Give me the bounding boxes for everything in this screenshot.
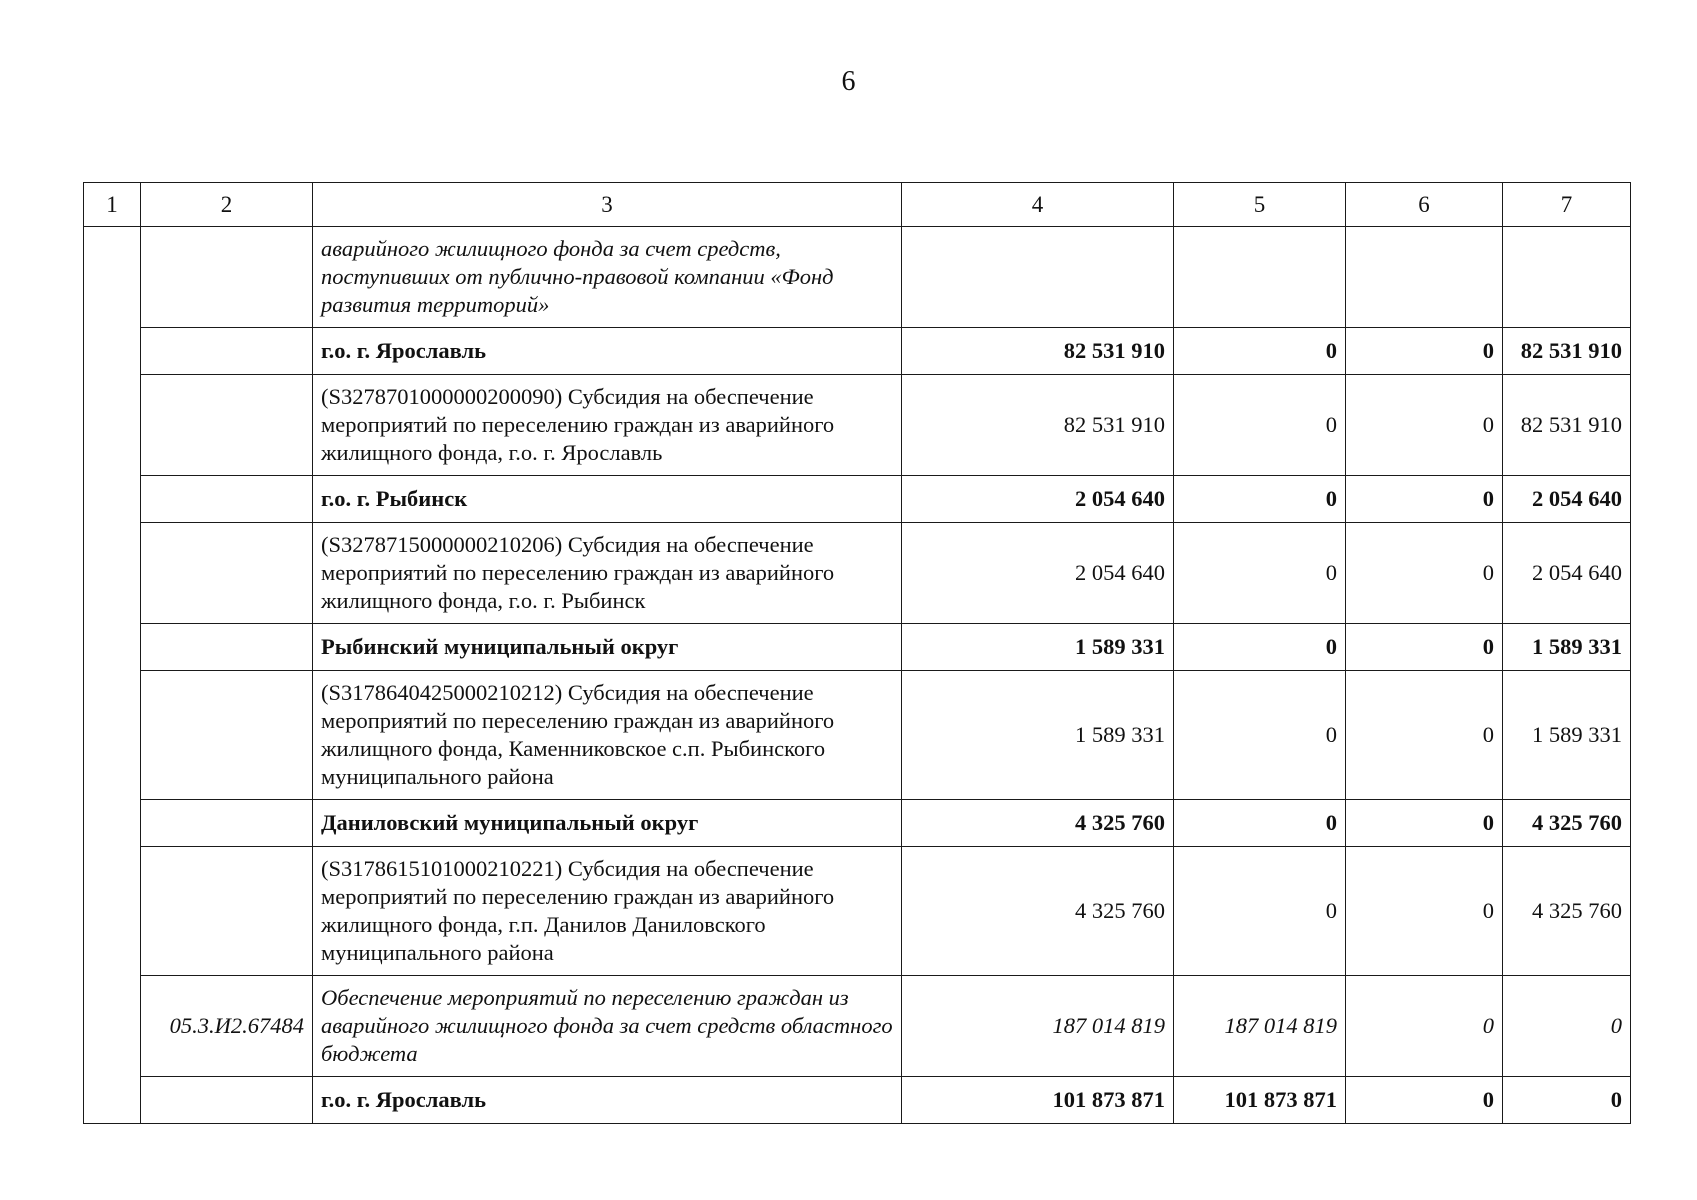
cell-col5: 187 014 819 bbox=[1174, 976, 1346, 1077]
cell-col6: 0 bbox=[1346, 1077, 1503, 1124]
cell-col5: 0 bbox=[1174, 375, 1346, 476]
cell-col4 bbox=[902, 227, 1174, 328]
table-row bbox=[84, 328, 1631, 375]
cell-description: г.о. г. Ярославль bbox=[313, 328, 902, 375]
table-row bbox=[84, 375, 1631, 476]
cell-col7 bbox=[1503, 227, 1631, 328]
cell-col1-empty bbox=[84, 227, 141, 1124]
header-col-4: 4 bbox=[902, 183, 1174, 227]
cell-col6: 0 bbox=[1346, 476, 1503, 523]
table-row bbox=[84, 227, 1631, 328]
header-col-3: 3 bbox=[313, 183, 902, 227]
cell-code bbox=[141, 624, 313, 671]
cell-col5: 0 bbox=[1174, 624, 1346, 671]
cell-code bbox=[141, 523, 313, 624]
cell-col5: 0 bbox=[1174, 847, 1346, 976]
cell-col6: 0 bbox=[1346, 375, 1503, 476]
cell-code bbox=[141, 800, 313, 847]
cell-description: (S3178640425000210212) Субсидия на обеспечение мероприятий по переселению граждан из аварийного жилищного фонда, Каменниковское с.п. Рыбинского муниципального района bbox=[313, 671, 902, 800]
cell-description: (S3278715000000210206) Субсидия на обеспечение мероприятий по переселению граждан из аварийного жилищного фонда, г.о. г. Рыбинск bbox=[313, 523, 902, 624]
cell-col6: 0 bbox=[1346, 800, 1503, 847]
cell-col7: 4 325 760 bbox=[1503, 847, 1631, 976]
table-row bbox=[84, 523, 1631, 624]
header-row bbox=[84, 183, 1631, 227]
cell-col7: 82 531 910 bbox=[1503, 328, 1631, 375]
cell-col6: 0 bbox=[1346, 328, 1503, 375]
table-row bbox=[84, 1077, 1631, 1124]
cell-col5 bbox=[1174, 227, 1346, 328]
budget-table bbox=[83, 182, 1631, 1124]
cell-code bbox=[141, 671, 313, 800]
cell-col4: 4 325 760 bbox=[902, 847, 1174, 976]
header-col-7: 7 bbox=[1503, 183, 1631, 227]
cell-col5: 0 bbox=[1174, 523, 1346, 624]
table-row bbox=[84, 671, 1631, 800]
cell-col7: 0 bbox=[1503, 976, 1631, 1077]
cell-code bbox=[141, 1077, 313, 1124]
table-row bbox=[84, 800, 1631, 847]
cell-col6: 0 bbox=[1346, 847, 1503, 976]
cell-description: аварийного жилищного фонда за счет средств, поступивших от публично-правовой компании «Фонд развития территорий» bbox=[313, 227, 902, 328]
cell-col4: 1 589 331 bbox=[902, 624, 1174, 671]
cell-description: (S3278701000000200090) Субсидия на обеспечение мероприятий по переселению граждан из аварийного жилищного фонда, г.о. г. Ярославль bbox=[313, 375, 902, 476]
cell-col5: 0 bbox=[1174, 328, 1346, 375]
cell-col4: 82 531 910 bbox=[902, 328, 1174, 375]
cell-col7: 82 531 910 bbox=[1503, 375, 1631, 476]
cell-col7: 4 325 760 bbox=[1503, 800, 1631, 847]
cell-col4: 101 873 871 bbox=[902, 1077, 1174, 1124]
page-number: 6 bbox=[841, 66, 856, 97]
header-col-5: 5 bbox=[1174, 183, 1346, 227]
cell-col5: 101 873 871 bbox=[1174, 1077, 1346, 1124]
cell-description: Рыбинский муниципальный округ bbox=[313, 624, 902, 671]
cell-description: г.о. г. Рыбинск bbox=[313, 476, 902, 523]
table-row bbox=[84, 624, 1631, 671]
cell-description: г.о. г. Ярославль bbox=[313, 1077, 902, 1124]
cell-code bbox=[141, 847, 313, 976]
cell-description: Обеспечение мероприятий по переселению граждан из аварийного жилищного фонда за счет средств областного бюджета bbox=[313, 976, 902, 1077]
cell-col6: 0 bbox=[1346, 976, 1503, 1077]
cell-col4: 1 589 331 bbox=[902, 671, 1174, 800]
cell-description: Даниловский муниципальный округ bbox=[313, 800, 902, 847]
cell-col4: 2 054 640 bbox=[902, 523, 1174, 624]
table-body bbox=[84, 227, 1631, 1124]
cell-col4: 4 325 760 bbox=[902, 800, 1174, 847]
cell-col6: 0 bbox=[1346, 624, 1503, 671]
cell-col7: 1 589 331 bbox=[1503, 624, 1631, 671]
cell-description: (S3178615101000210221) Субсидия на обеспечение мероприятий по переселению граждан из аварийного жилищного фонда, г.п. Данилов Даниловского муниципального района bbox=[313, 847, 902, 976]
table-header bbox=[84, 183, 1631, 227]
cell-col5: 0 bbox=[1174, 476, 1346, 523]
cell-code bbox=[141, 328, 313, 375]
cell-col7: 1 589 331 bbox=[1503, 671, 1631, 800]
cell-col7: 0 bbox=[1503, 1077, 1631, 1124]
cell-code: 05.3.И2.67484 bbox=[141, 976, 313, 1077]
cell-col6: 0 bbox=[1346, 671, 1503, 800]
cell-col7: 2 054 640 bbox=[1503, 523, 1631, 624]
cell-col7: 2 054 640 bbox=[1503, 476, 1631, 523]
table-row bbox=[84, 476, 1631, 523]
header-col-1: 1 bbox=[84, 183, 141, 227]
cell-col4: 82 531 910 bbox=[902, 375, 1174, 476]
cell-code bbox=[141, 227, 313, 328]
table-row bbox=[84, 976, 1631, 1077]
cell-col5: 0 bbox=[1174, 800, 1346, 847]
cell-code bbox=[141, 476, 313, 523]
cell-col5: 0 bbox=[1174, 671, 1346, 800]
header-col-2: 2 bbox=[141, 183, 313, 227]
cell-code bbox=[141, 375, 313, 476]
cell-col6 bbox=[1346, 227, 1503, 328]
cell-col4: 187 014 819 bbox=[902, 976, 1174, 1077]
cell-col6: 0 bbox=[1346, 523, 1503, 624]
header-col-6: 6 bbox=[1346, 183, 1503, 227]
table-row bbox=[84, 847, 1631, 976]
cell-col4: 2 054 640 bbox=[902, 476, 1174, 523]
